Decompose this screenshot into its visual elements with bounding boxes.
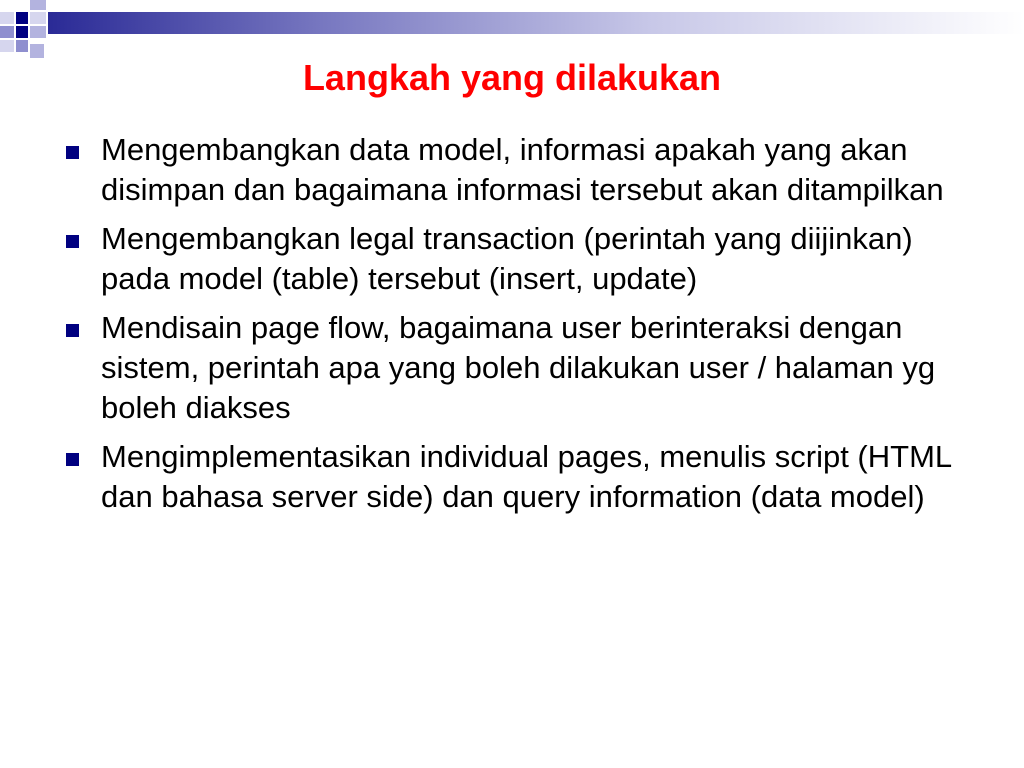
bullet-item [64,308,984,428]
bullet-list [64,130,984,526]
decor-square [0,26,14,38]
decor-square [30,26,46,38]
decor-square [16,26,28,38]
bullet-item [64,219,984,299]
decor-square [30,0,46,10]
header-gradient-band [48,12,1024,34]
square-bullet-icon [66,146,79,159]
bullet-text: Mengembangkan legal transaction (perintah yang diijinkan) pada model (table) tersebut (insert, update) [101,221,913,296]
slide-title: Langkah yang dilakukan [302,57,722,98]
bullet-item [64,437,984,517]
square-bullet-icon [66,324,79,337]
square-bullet-icon [66,235,79,248]
decor-square [16,12,28,24]
decor-square [30,12,46,24]
square-bullet-icon [66,453,79,466]
bullet-item [64,130,984,210]
decor-square [0,40,14,52]
decor-square [16,40,28,52]
decor-square [0,12,14,24]
bullet-text: Mendisain page flow, bagaimana user berinteraksi dengan sistem, perintah apa yang boleh dilakukan user / halaman yg boleh diakses [101,310,936,425]
bullet-text: Mengembangkan data model, informasi apakah yang akan disimpan dan bagaimana informasi tersebut akan ditampilkan [101,132,944,207]
bullet-text: Mengimplementasikan individual pages, menulis script (HTML dan bahasa server side) dan query information (data model) [101,439,951,514]
